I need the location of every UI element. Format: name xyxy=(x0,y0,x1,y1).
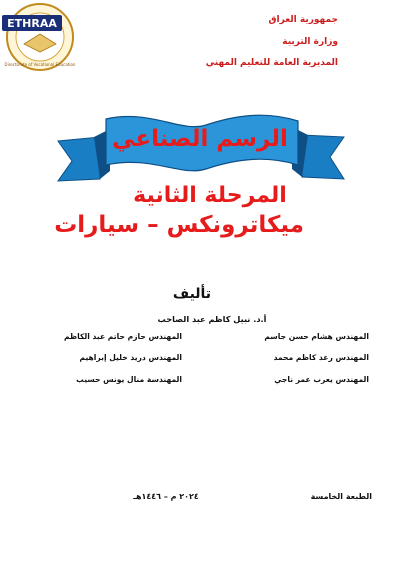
book-title: الرسم الصناعي xyxy=(112,126,288,152)
logo-ring-text: Directorate of Vocational Education xyxy=(4,62,76,67)
author-left-2: المهندس دريد خليل إبراهيم xyxy=(79,353,182,362)
edition-label: الطبعة الخامسة xyxy=(310,492,372,501)
ethraa-logo xyxy=(0,0,94,82)
lead-author: أ.د. نبيل كاظم عبد الصاحب xyxy=(157,314,267,324)
stage-label: المرحلة الثانية xyxy=(133,183,287,208)
author-right-2: المهندس رعد كاظم محمد xyxy=(273,353,369,362)
author-left-3: المهندسة منال يونس حسيب xyxy=(76,375,182,384)
publication-date: ٢٠٢٤ م – ١٤٤٦هـ xyxy=(133,492,199,501)
author-right-3: المهندس يعرب عمر ناجي xyxy=(274,375,369,384)
header-directorate: المديرية العامة للتعليم المهني xyxy=(205,58,338,68)
logo-text: ETHRAA xyxy=(7,17,57,30)
header-country: جمهورية العراق xyxy=(268,15,338,25)
header-ministry: وزارة التربية xyxy=(282,37,338,47)
author-right-1: المهندس هشام حسن جاسم xyxy=(264,332,369,341)
author-left-1: المهندس حازم حاتم عبد الكاظم xyxy=(64,332,182,341)
specialization-label: ميكاترونكس – سيارات xyxy=(54,212,304,238)
authorship-heading: تأليف xyxy=(172,286,212,302)
